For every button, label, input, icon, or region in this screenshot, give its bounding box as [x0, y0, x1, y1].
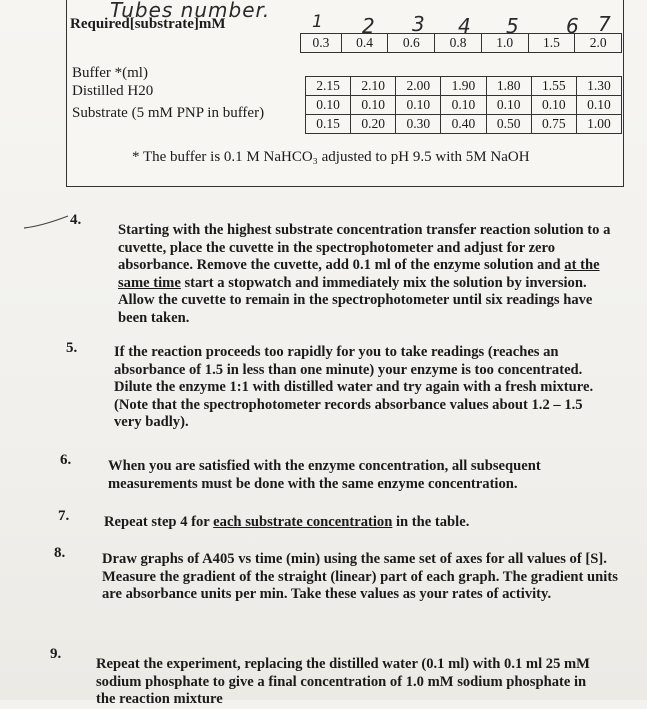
step-text-part: Repeat step 4 for	[104, 514, 214, 530]
buffer-cell: 2.15	[306, 77, 351, 96]
buffer-cell: 1.90	[441, 77, 486, 96]
step-text-underlined: each substrate concentration	[213, 514, 393, 530]
handwritten-tube-2: 2	[362, 14, 376, 38]
water-cell: 0.10	[576, 96, 621, 115]
conc-cell: 0.6	[388, 34, 435, 53]
step-text-bold: same	[342, 475, 374, 492]
step-number: 6.	[60, 452, 72, 468]
step-4-text	[118, 222, 618, 327]
step-text-underlined: at the same time	[118, 257, 600, 291]
table-row	[306, 77, 622, 96]
water-cell: 0.10	[306, 96, 351, 115]
step-text-part: in the table.	[392, 514, 470, 530]
concentration-table	[300, 33, 622, 53]
step-number: 5.	[66, 340, 78, 356]
substrate-cell: 0.40	[441, 115, 486, 134]
step-9-text	[96, 656, 608, 709]
buffer-note: * The buffer is 0.1 M NaHCO₃ adjusted to pH 9.5 with 5M NaOH	[132, 149, 530, 165]
conc-cell: 0.4	[341, 34, 388, 53]
handwritten-tube-5: 5	[506, 14, 520, 38]
substrate-cell: 0.15	[306, 115, 351, 134]
handwritten-tube-1: 1	[312, 12, 324, 32]
step-text-part: When you are satisfied with the enzyme concentration,	[108, 458, 452, 474]
step-text-part: subsequent measurements must be done with the	[108, 458, 541, 492]
step-text-part: enzyme concentration.	[373, 475, 518, 492]
row-label-buffer: Buffer *(ml)	[72, 65, 148, 81]
step-text-part: Starting with the highest substrate concentration transfer reaction solution to a cuvette, place the cuvette in the spectrophotometer and adjust for zero absorbance. Remove the cuvette, add 0.1 ml of the enzyme solution and	[118, 222, 611, 273]
step-text-part: Draw graphs of A405 vs time (min) using the	[102, 551, 384, 567]
conc-cell: 1.5	[528, 34, 575, 53]
step-text-bold: all	[507, 551, 524, 567]
row-label-water: Distilled H20	[72, 83, 154, 99]
step-text-part: start a stopwatch and immediately mix the solution by inversion. Allow the cuvette to remain in the spectrophotometer until six readings have been taken.	[118, 274, 593, 326]
handwritten-title: Tubes number.	[110, 0, 271, 22]
water-cell: 0.10	[351, 96, 396, 115]
substrate-cell: 0.30	[396, 115, 441, 134]
handwritten-tube-3: 3	[412, 12, 426, 36]
buffer-cell: 2.00	[396, 77, 441, 96]
substrate-cell: 0.75	[531, 115, 576, 134]
substrate-cell: 0.20	[351, 115, 396, 134]
step-number: 8.	[54, 545, 66, 561]
row-label-substrate: Substrate (5 mM PNP in buffer)	[72, 105, 265, 121]
conc-cell: 2.0	[575, 34, 622, 53]
water-cell: 0.10	[441, 96, 486, 115]
conc-cell: 0.3	[301, 34, 342, 53]
step-text-bold: same	[383, 551, 416, 567]
water-cell: 0.10	[396, 96, 441, 115]
step-7-text	[104, 514, 584, 532]
step-text-part: Repeat the experiment, replacing the distilled water (0.1 ml) with 0.1 ml 25 mM sodium phosphate to give a final concentration of 1.0 mM sodium phosphate in the reaction mixture	[96, 656, 590, 707]
step-5-text	[114, 344, 610, 432]
conc-cell: 1.0	[481, 34, 528, 53]
step-number: 9.	[50, 646, 62, 662]
volumes-table	[305, 76, 622, 134]
conc-cell: 0.8	[435, 34, 482, 53]
water-cell: 0.10	[486, 96, 531, 115]
table-row	[306, 96, 622, 115]
buffer-cell: 1.55	[531, 77, 576, 96]
step-8-text	[102, 551, 624, 604]
table-header-label: Required[substrate]mM	[70, 16, 226, 32]
water-cell: 0.10	[531, 96, 576, 115]
buffer-cell: 2.10	[351, 77, 396, 96]
table-row	[301, 34, 622, 53]
handwritten-tube-7: 7	[598, 12, 612, 36]
buffer-cell: 1.30	[576, 77, 621, 96]
step-text-part: If the reaction proceeds too rapidly for you to take readings (reaches an absorbance of 1.5 in less than one minute) your enzyme is too concentrated. Dilute the enzyme 1:1 with distilled water and try again with a fresh mixture. (Note that the spectrophotometer records absorbance values about 1.2 – 1.5 very badly).	[114, 344, 594, 430]
handwritten-tube-4: 4	[458, 14, 472, 38]
step-6-text	[108, 458, 578, 493]
margin-curve-mark	[22, 212, 72, 232]
substrate-cell: 1.00	[576, 115, 621, 134]
step-number: 4.	[70, 212, 82, 228]
step-text-part: values of [S]. Measure the gradient of the straight (linear) part of each graph. The gradient units are absorbance units per min. Take these values as your rates of activity.	[102, 551, 618, 602]
step-number: 7.	[58, 508, 70, 524]
handwritten-tube-6: 6	[566, 14, 580, 38]
step-text-part: set of axes for	[415, 551, 508, 567]
substrate-cell: 0.50	[486, 115, 531, 134]
buffer-cell: 1.80	[486, 77, 531, 96]
table-row	[306, 115, 622, 134]
step-text-bold: all	[451, 458, 468, 474]
